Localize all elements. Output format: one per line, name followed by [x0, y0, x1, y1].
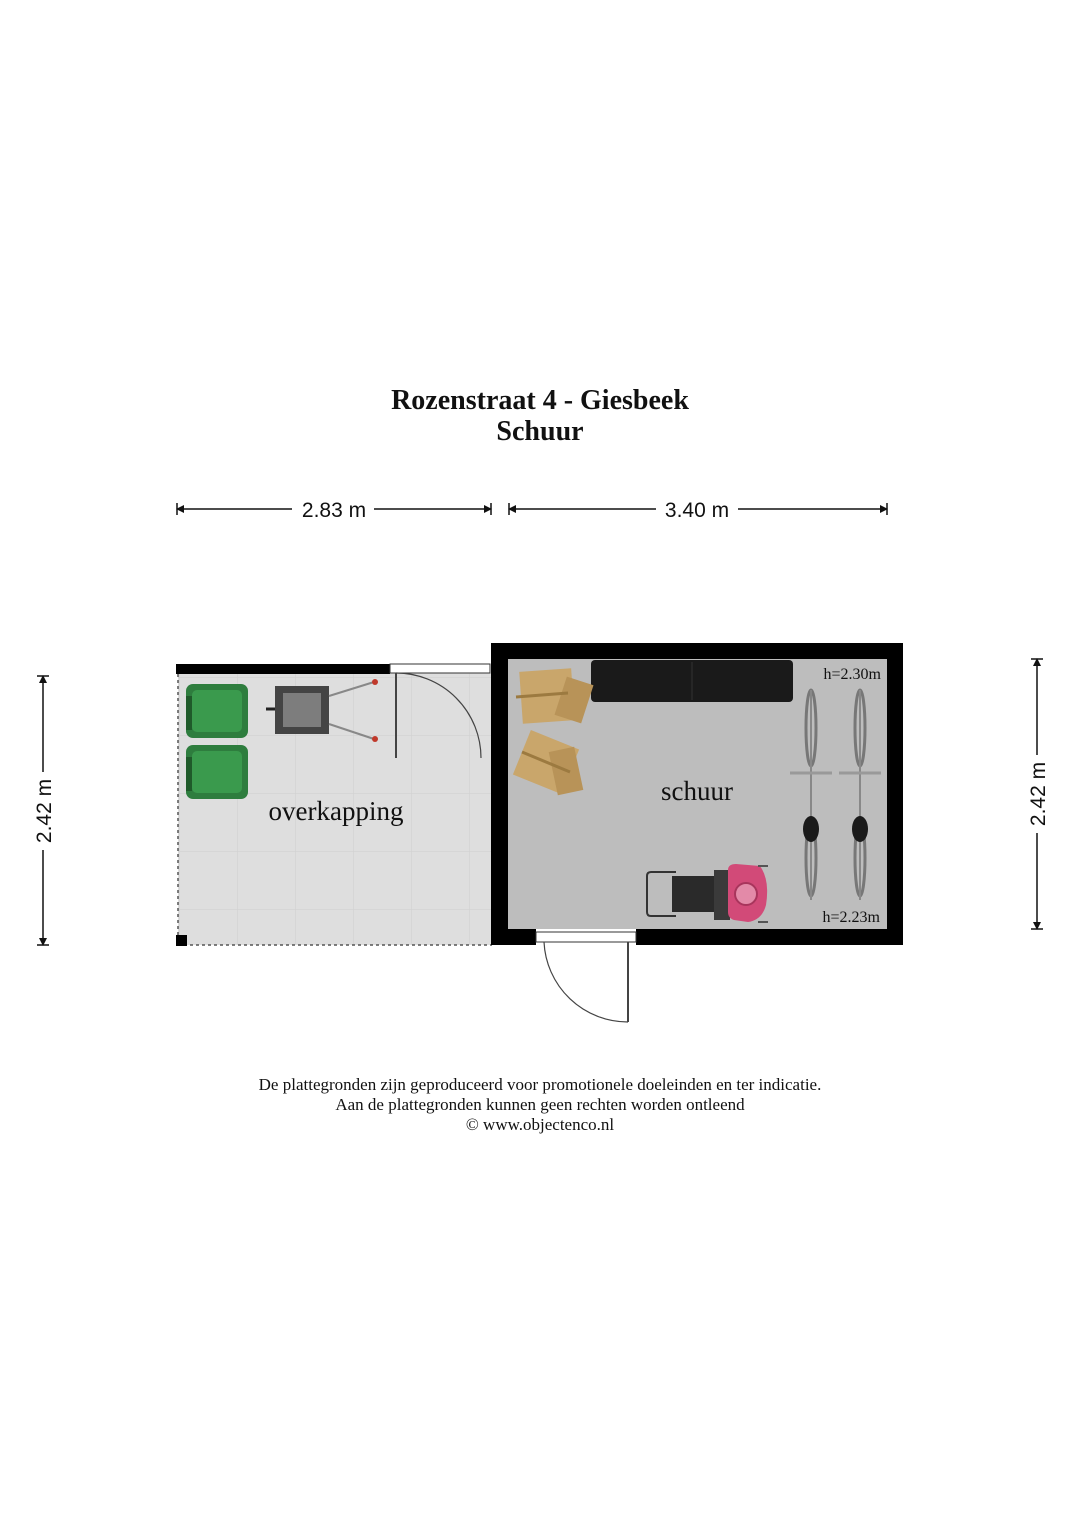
ceiling-height-bottom: h=2.23m [822, 909, 880, 926]
page-subtitle: Schuur [496, 416, 584, 447]
disclaimer [0, 1075, 1080, 1135]
dimension-label: 2.42 m [1027, 761, 1050, 827]
dimension-label: 2.83 m [301, 499, 367, 522]
bin-icon [186, 684, 248, 738]
dimension-label: 2.42 m [33, 778, 56, 844]
dimension-left-height [33, 675, 56, 946]
dimension-label: 3.40 m [664, 499, 730, 522]
copyright-link[interactable]: © www.objectenco.nl [465, 1115, 615, 1134]
workbench-icon [591, 660, 793, 702]
bin-icon [186, 745, 248, 799]
page-title: Rozenstraat 4 - Giesbeek [391, 385, 689, 416]
disclaimer-line-1: De plattegronden zijn geproduceerd voor promotionele doeleinden en ter indicatie. [258, 1075, 822, 1094]
dimension-overkapping-width [176, 499, 492, 522]
disclaimer-line-2: Aan de plattegronden kunnen geen rechten worden ontleend [335, 1095, 745, 1114]
ceiling-height-top: h=2.30m [823, 666, 881, 683]
dimension-right-height [1027, 658, 1050, 930]
dimension-schuur-width [508, 499, 888, 522]
schuur-room [491, 643, 903, 1022]
overkapping-area [176, 664, 492, 946]
door-icon [536, 932, 636, 1022]
post [176, 935, 187, 946]
room-label-schuur: schuur [661, 776, 733, 806]
room-label-overkapping: overkapping [268, 796, 404, 826]
